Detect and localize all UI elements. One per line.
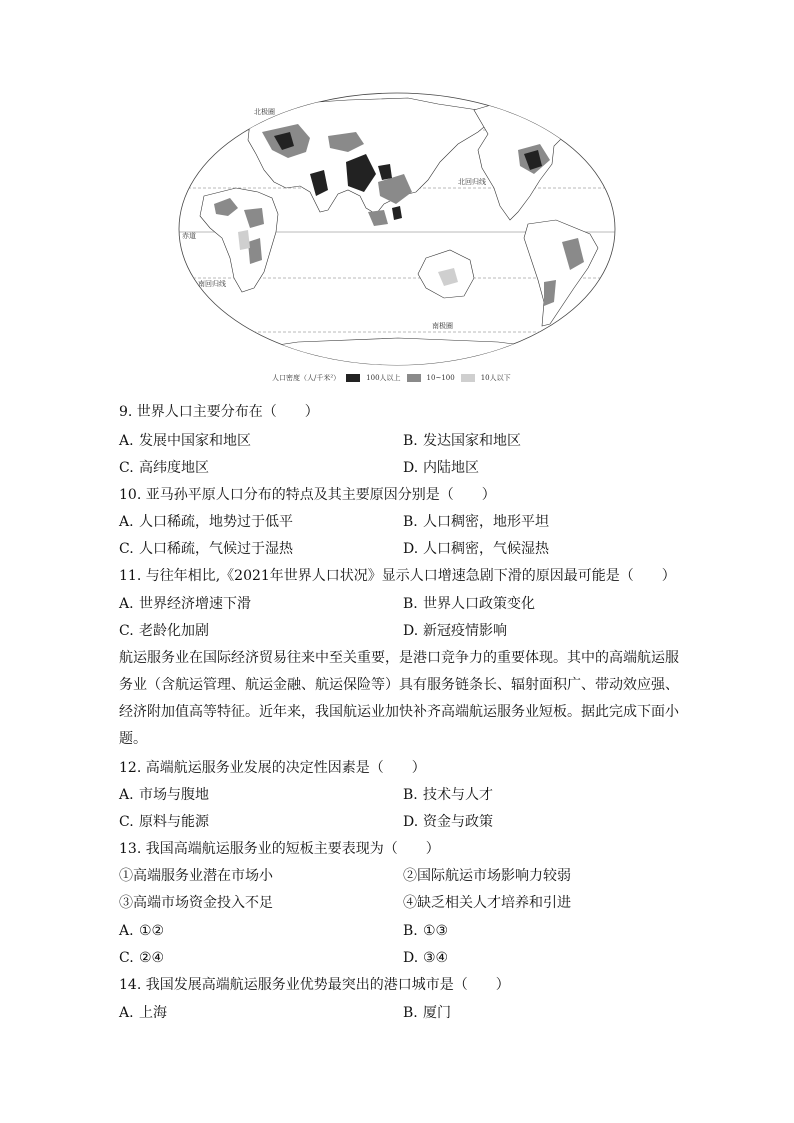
question-10-option-b: B. 人口稠密，地形平坦 [403, 514, 549, 530]
question-9-stem: 9. 世界人口主要分布在（ ） [119, 404, 319, 420]
question-14-option-b: B. 厦门 [403, 1005, 451, 1021]
antarctica-land [218, 338, 578, 367]
question-10-option-c: C. 人口稀疏，气候过于湿热 [119, 541, 293, 557]
question-9-option-d: D. 内陆地区 [403, 460, 479, 476]
question-9-option-a: A. 发展中国家和地区 [119, 433, 251, 449]
question-10-stem: 10. 亚马孙平原人口分布的特点及其主要原因分别是（ ） [119, 487, 496, 503]
question-9-option-c: C. 高纬度地区 [119, 460, 209, 476]
question-11-option-b: B. 世界人口政策变化 [403, 596, 535, 612]
legend-high-swatch [346, 374, 360, 382]
question-13-option-d: D. ③④ [403, 950, 449, 966]
question-14-option-a: A. 上海 [119, 1005, 167, 1021]
question-12-stem: 12. 高端航运服务业发展的决定性因素是（ ） [119, 760, 426, 776]
arctic-circle-label: 北极圈 [254, 108, 275, 116]
question-13-stem: 13. 我国高端航运服务业的短板主要表现为（ ） [119, 841, 440, 857]
greenland-land [566, 98, 606, 130]
question-13-item-1: ①高端服务业潜在市场小 [119, 868, 273, 884]
question-12-option-a: A. 市场与腹地 [119, 787, 209, 803]
question-13-option-b: B. ①③ [403, 923, 449, 939]
question-11-option-c: C. 老龄化加剧 [119, 623, 209, 639]
legend-title: 人口密度（人/千米²） [272, 374, 341, 382]
question-13-item-2: ②国际航运市场影响力较弱 [403, 868, 571, 884]
question-10-option-d: D. 人口稠密，气候湿热 [403, 541, 549, 557]
legend-high-label: 100人以上 [366, 374, 401, 382]
question-12-option-d: D. 资金与政策 [403, 814, 493, 830]
map-legend [272, 372, 511, 384]
legend-low-swatch [461, 374, 475, 382]
reading-passage: 航运服务业在国际经济贸易往来中至关重要，是港口竞争力的重要体现。其中的高端航运服务业（含航运管理、航运金融、航运保险等）具有服务链条长、辐射面积广、带动效应强、经济附加值高等特征。近年来，我国航运业加快补齐高端航运服务业短板。据此完成下面小题。 [119, 650, 679, 747]
question-14-stem: 14. 我国发展高端航运服务业优势最突出的港口城市是（ ） [119, 977, 510, 993]
equator-label: 赤道 [182, 232, 196, 240]
legend-mid-swatch [407, 374, 421, 382]
question-13-item-4: ④缺乏相关人才培养和引进 [403, 895, 571, 911]
question-13-option-a: A. ①② [119, 923, 165, 939]
question-12-option-b: B. 技术与人才 [403, 787, 493, 803]
legend-low-label: 10人以下 [480, 374, 511, 382]
legend-mid-label: 10~100 [426, 374, 455, 382]
world-population-density-map [178, 92, 616, 367]
question-11-option-d: D. 新冠疫情影响 [403, 623, 507, 639]
question-12-option-c: C. 原料与能源 [119, 814, 209, 830]
tropic-capricorn-label: 南回归线 [198, 280, 226, 288]
question-9-option-b: B. 发达国家和地区 [403, 433, 521, 449]
question-11-option-a: A. 世界经济增速下滑 [119, 596, 251, 612]
question-13-item-3: ③高端市场资金投入不足 [119, 895, 273, 911]
antarctic-circle-label: 南极圈 [432, 322, 453, 330]
tropic-cancer-label: 北回归线 [458, 178, 486, 186]
question-13-option-c: C. ②④ [119, 950, 165, 966]
question-11-stem: 11. 与往年相比,《2021年世界人口状况》显示人口增速急剧下滑的原因最可能是（ ） [119, 568, 676, 584]
question-10-option-a: A. 人口稀疏，地势过于低平 [119, 514, 293, 530]
